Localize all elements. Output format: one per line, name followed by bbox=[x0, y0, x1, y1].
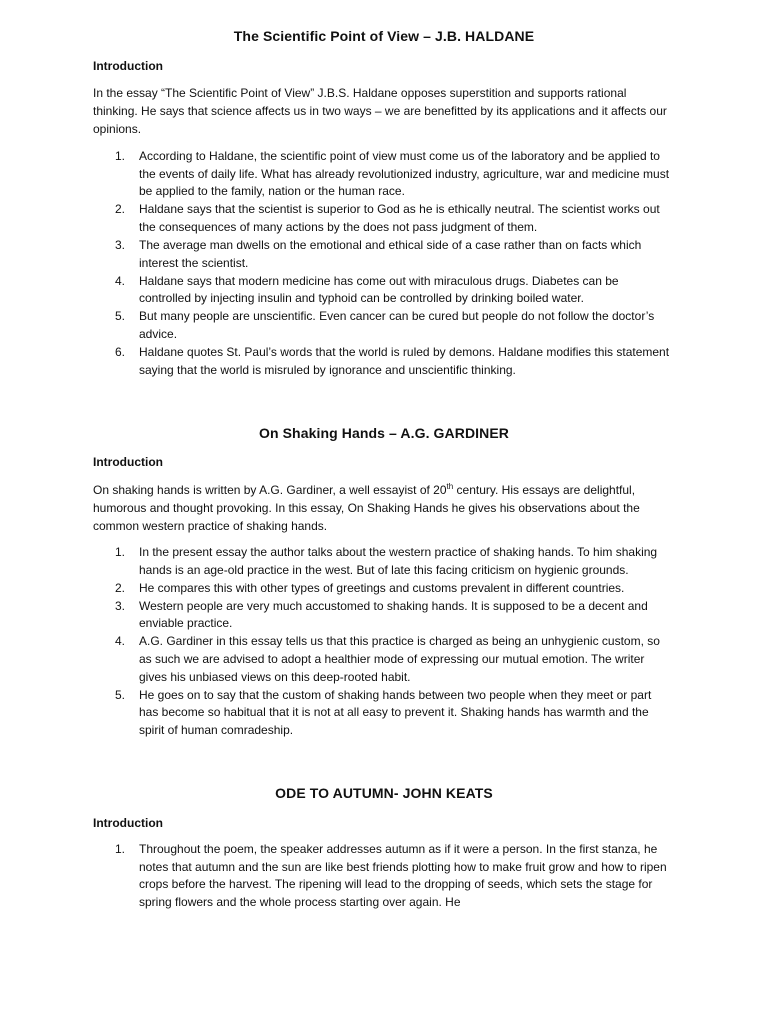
list-item: 4. Haldane says that modern medicine has come out with miraculous drugs. Diabetes can be controlled by injecting insulin and typhoid can be controlled by drinking boiled water. bbox=[115, 273, 619, 306]
subheading-introduction: Introduction bbox=[93, 816, 163, 830]
subheading-introduction: Introduction bbox=[93, 59, 163, 73]
intro-paragraph: In the essay “The Scientific Point of View” J.B.S. Haldane opposes superstition and supports rational thinking. He says that science affects us in two ways – we are benefitted by its applications and it affects our opinions. bbox=[93, 86, 667, 136]
list-item: 4. A.G. Gardiner in this essay tells us that this practice is charged as being an unhygienic custom, so as such we are advised to adopt a healthier mode of expressing our mutual emotion. The writer gives his unbiased views on this deep-rooted habit. bbox=[115, 634, 660, 684]
list-item: 3. Western people are very much accustomed to shaking hands. It is supposed to be a decent and enviable practice. bbox=[115, 598, 648, 631]
list-item: 2. Haldane says that the scientist is superior to God as he is ethically neutral. The scientist works out the consequences of many actions by the does not pass judgment of them. bbox=[115, 202, 660, 234]
numbered-list bbox=[93, 841, 673, 912]
section-title-gardiner: On Shaking Hands – A.G. GARDINER bbox=[258, 425, 510, 441]
list-item: 2. He compares this with other types of greetings and customs prevalent in different countries. bbox=[115, 580, 625, 595]
list-item: 3. The average man dwells on the emotional and ethical side of a case rather than on facts which interest the scientist. bbox=[115, 237, 642, 270]
section-title-haldane: The Scientific Point of View – J.B. HALDANE bbox=[233, 28, 535, 44]
numbered-list bbox=[93, 148, 673, 380]
list-item: 6. Haldane quotes St. Paul’s words that the world is ruled by demons. Haldane modifies this statement saying that the world is misruled by ignorance and unscientific thinking. bbox=[115, 345, 670, 377]
intro-paragraph: On shaking hands is written by A.G. Gardiner, a well essayist of 20th century. His essays are delightful, humorous and thought provoking. In this essay, On Shaking Hands he gives his observations about the common western practice of shaking hands. bbox=[93, 482, 640, 533]
list-item: 5. He goes on to say that the custom of shaking hands between two people when they meet or part has become so habitual that it is not at all easy to prevent it. Shaking hands has warmth and the spirit of human comradeship. bbox=[115, 687, 652, 737]
numbered-list bbox=[93, 544, 673, 740]
list-item: 1. According to Haldane, the scientific point of view must come us of the laboratory and be applied to the events of daily life. What has already revolutionized industry, agriculture, war and medicine must be applied to the family, nation or the human race. bbox=[115, 149, 670, 199]
subheading-introduction: Introduction bbox=[93, 455, 163, 469]
section-title-keats: ODE TO AUTUMN- JOHN KEATS bbox=[275, 785, 493, 801]
list-item: 1. Throughout the poem, the speaker addresses autumn as if it were a person. In the first stanza, he notes that autumn and the sun are like best friends plotting how to make fruit grow and how to ripen crops before the harvest. The ripening will lead to the dropping of seeds, which sets the stage for spring flowers and the whole process starting over again. He bbox=[115, 842, 667, 909]
list-item: 1. In the present essay the author talks about the western practice of shaking hands. To him shaking hands is an age-old practice in the west. But of late this facing criticism on hygienic grounds. bbox=[115, 545, 658, 577]
list-item: 5. But many people are unscientific. Even cancer can be cured but people do not follow the doctor’s advice. bbox=[115, 309, 655, 341]
